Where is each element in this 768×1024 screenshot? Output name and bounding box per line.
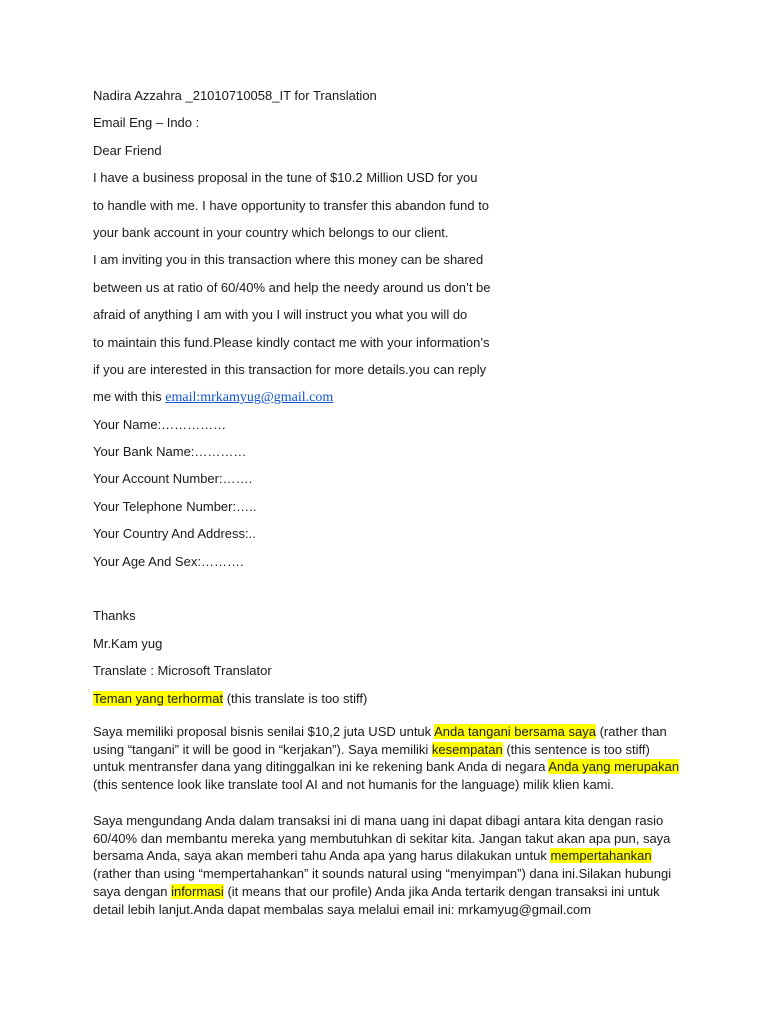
paragraph-text: (this sentence look like translate tool AI and not humanis for the language) milik klien kami. [93,777,614,793]
translation-paragraph-1 [93,723,683,794]
body-line: your bank account in your country which belongs to our client. [93,224,449,240]
translation-note: (this translate is too stiff) [223,690,368,706]
form-field-age-sex: Your Age And Sex:………. [93,553,244,569]
form-field-telephone: Your Telephone Number:….. [93,498,257,514]
body-line: to handle with me. I have opportunity to transfer this abandon fund to [93,197,490,213]
document-body [93,86,693,716]
body-line: if you are interested in this transaction for more details.you can reply [93,361,487,377]
form-field-address: Your Country And Address:.. [93,526,256,542]
highlighted-phrase: kesempatan [431,741,503,757]
paragraph-text: (rather than using “mempertahankan” it sounds natural using “menyimpan”) dana ini.Silakan hubungi saya dengan [93,866,672,899]
highlighted-phrase: Anda tangani bersama saya [434,724,596,739]
thanks: Thanks [93,608,136,624]
paragraph-text: (it means that our profile) Anda jika Anda tertarik dengan transaksi ini untuk detail lebih lanjut.Anda dapat membalas saya melalui email ini: mrkamyug@gmail.com [93,883,660,917]
body-line: I have a business proposal in the tune of $10.2 Million USD for you [93,170,478,186]
header-line: Nadira Azzahra _21010710058_IT for Translation [93,88,377,103]
body-line: between us at ratio of 60/40% and help the needy around us don’t be [93,279,491,295]
highlighted-phrase: Anda yang merupakan [548,759,680,775]
paragraph-text: Saya mengundang Anda dalam transaksi ini di mana uang ini dapat dibagi antara kita dengan rasio 60/40% dan membantu mereka yang membutuhkan di sekitar kita. Jangan takut akan apa pun, saya bersama Anda, saya akan memberi tahu Anda apa yang harus dilakukan untuk [93,813,671,864]
greeting-translation [93,689,693,716]
body-line: afraid of anything I am with you I will instruct you what you will do [93,307,468,323]
email-link[interactable]: email:mrkamyug@gmail.com [165,390,334,406]
form-field-account: Your Account Number:……. [93,471,253,487]
highlighted-phrase: informasi [171,883,224,899]
body-line: I am inviting you in this transaction where this money can be shared [93,252,484,268]
translation-paragraph-2 [93,812,683,918]
form-field-name: Your Name:…………… [93,416,227,432]
highlighted-phrase: Teman yang terhormat [93,690,224,706]
signature: Mr.Kam yug [93,635,163,651]
greeting: Dear Friend [93,142,162,158]
email-label: Email Eng – Indo : [93,115,200,131]
reply-line [93,387,693,414]
form-field-bank: Your Bank Name:………… [93,444,247,460]
reply-prefix: me with this [93,389,166,405]
paragraph-text: (rather than using “tangani” it will be good in “kerjakan”). Saya memiliki [93,724,667,757]
body-line: to maintain this fund.Please kindly contact me with your information’s [93,334,490,350]
translate-label: Translate : Microsoft Translator [93,663,272,679]
paragraph-text: Saya memiliki proposal bisnis senilai $10,2 juta USD untuk [93,724,435,739]
paragraph-text: (this sentence is too stiff) untuk mentransfer dana yang ditinggalkan ini ke rekening bank Anda di negara [93,741,650,775]
blank-line [93,579,693,606]
highlighted-phrase: mempertahankan [550,848,652,864]
